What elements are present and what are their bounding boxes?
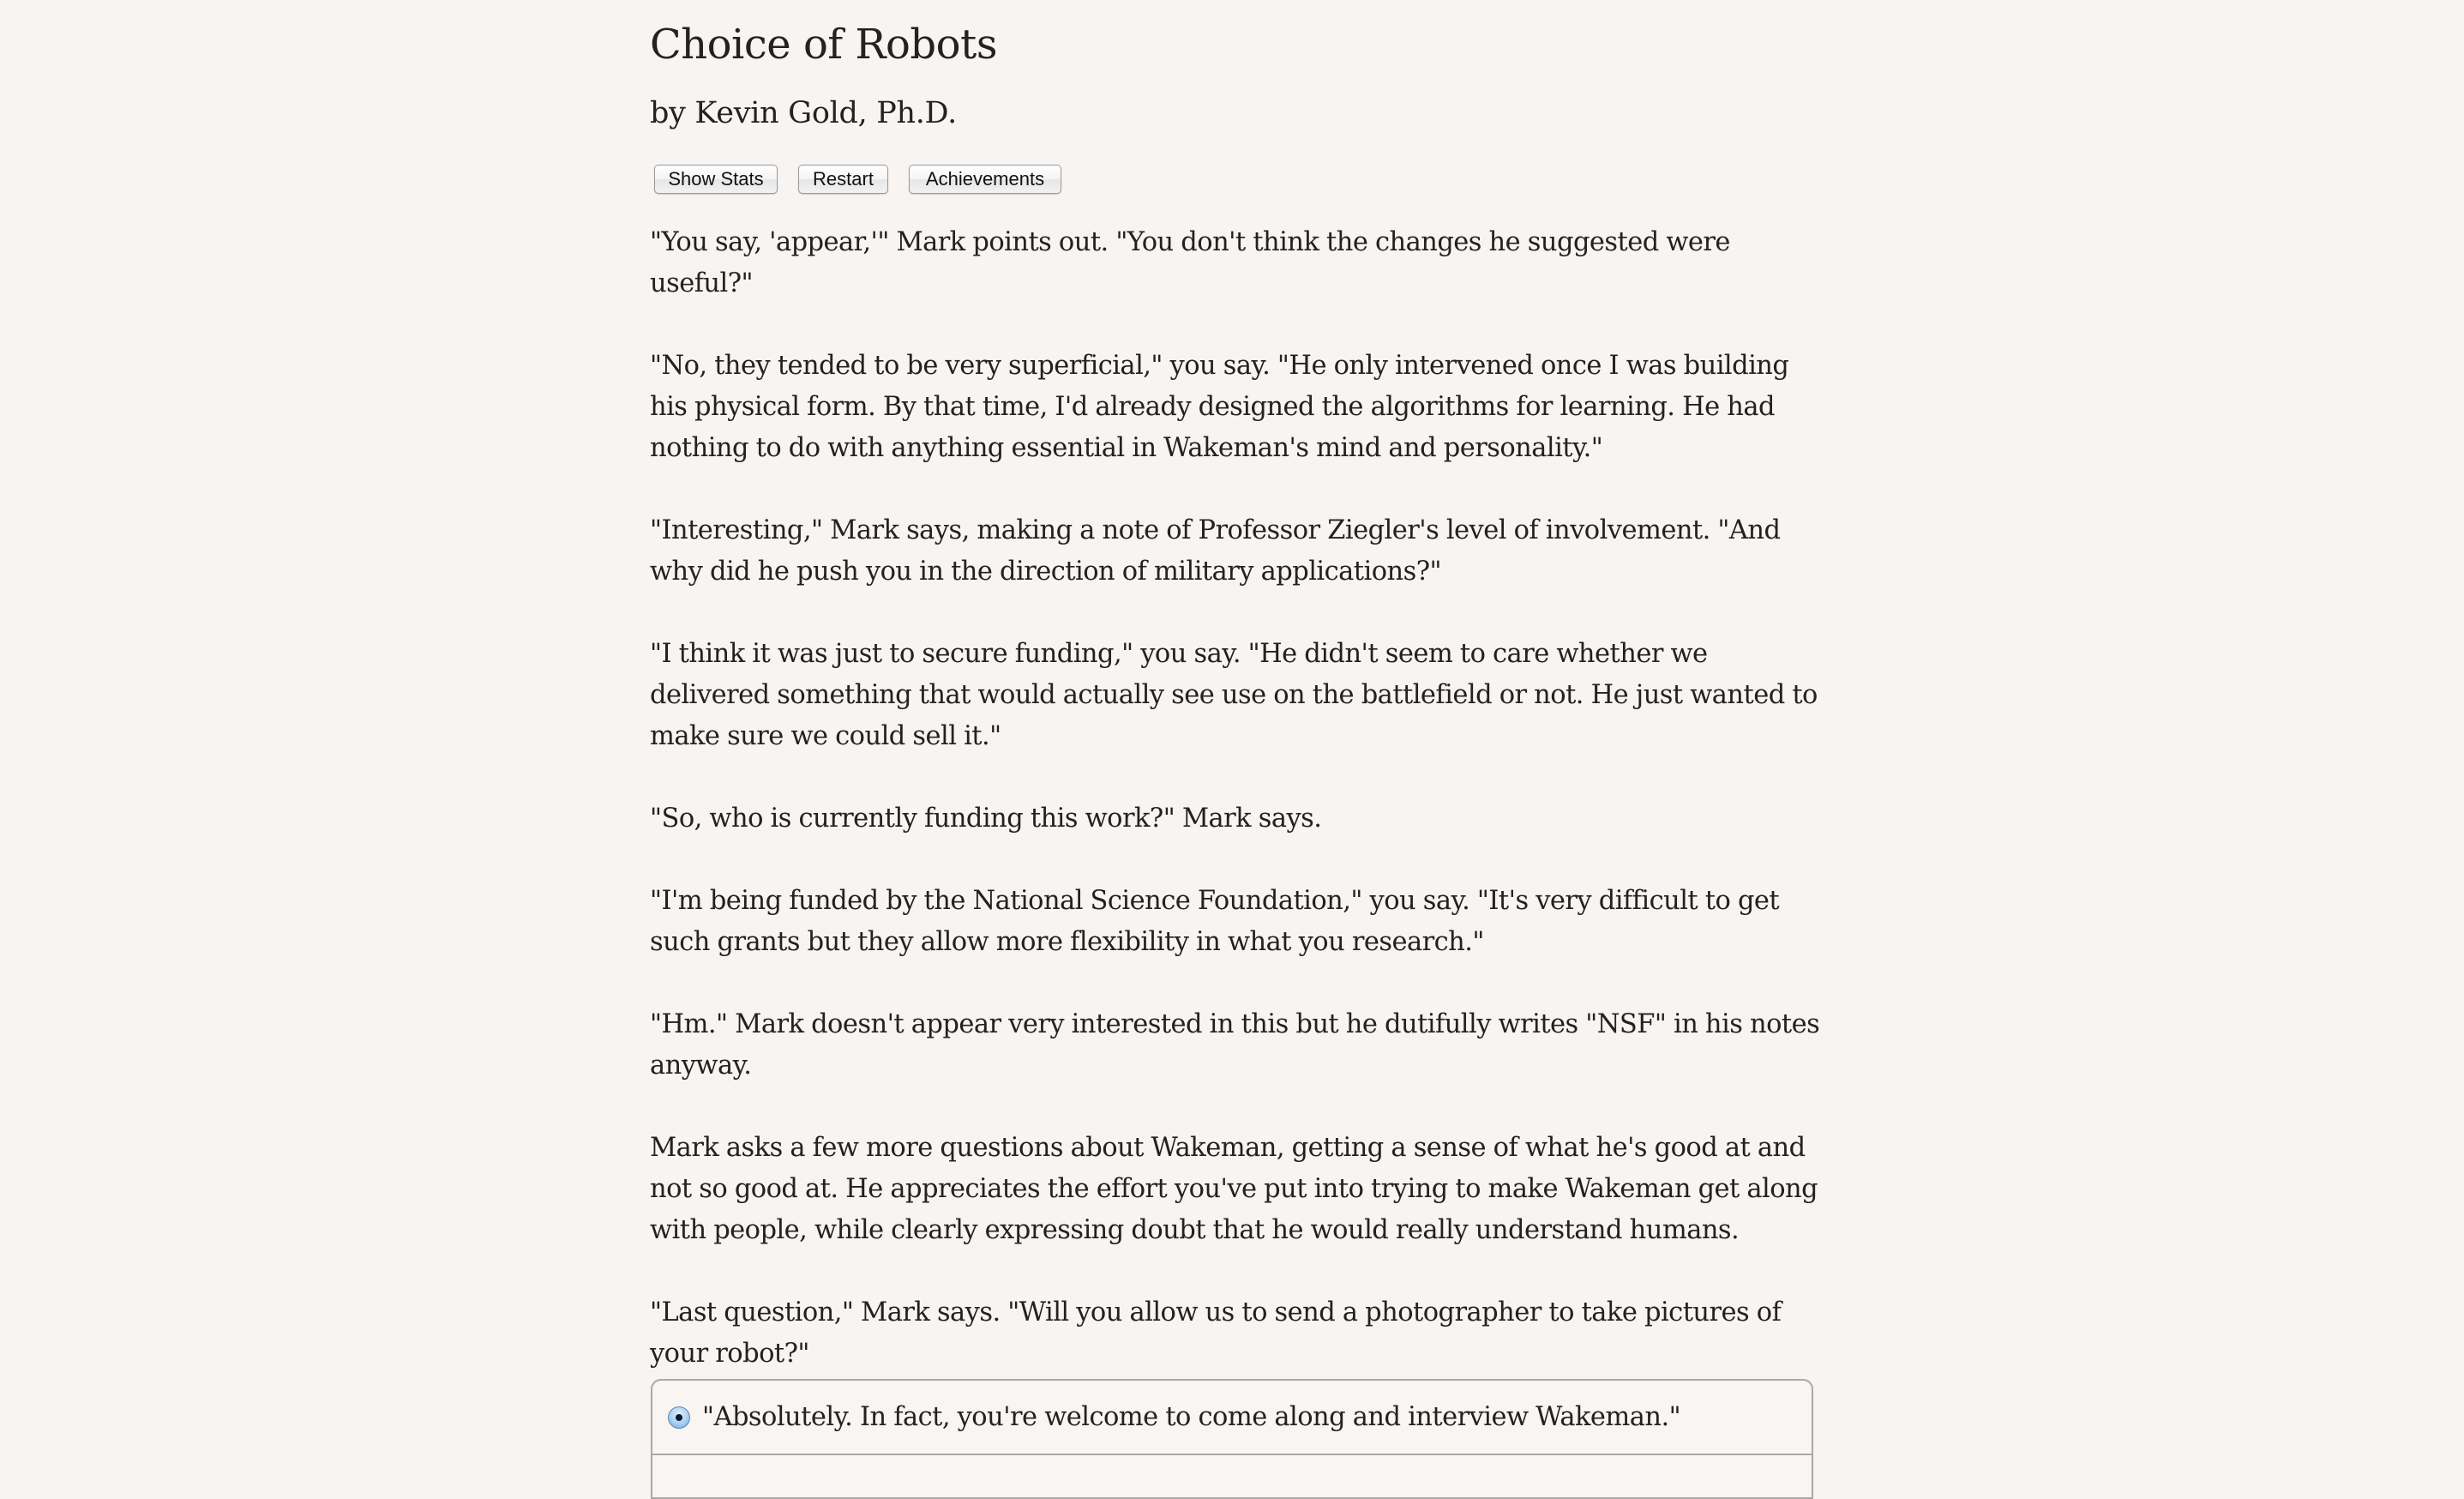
story-paragraph: "Interesting," Mark says, making a note of Professor Ziegler's level of involvement. "And why did he push you in the direction of military applications?" <box>650 515 1781 587</box>
story-paragraph: "I'm being funded by the National Science Foundation," you say. "It's very difficult to get such grants but they allow more flexibility in what you research." <box>650 886 1780 957</box>
story-paragraph: "No, they tended to be very superficial," you say. "He only intervened once I was building his physical form. By that time, I'd already designed the algorithms for learning. He had nothing to do with anything essential in Wakeman's mind and personality." <box>650 351 1789 463</box>
story-paragraph: "I think it was just to secure funding," you say. "He didn't seem to care whether we delivered something that would actually see use on the battlefield or not. He just wanted to make sure we could sell it." <box>650 639 1818 751</box>
story-text <box>650 222 1824 1416</box>
story-paragraph: "Last question," Mark says. "Will you allow us to send a photographer to take pictures of your robot?" <box>650 1297 1782 1369</box>
show-stats-button[interactable]: Show Stats <box>654 165 778 194</box>
story-paragraph: Mark asks a few more questions about Wakeman, getting a sense of what he's good at and not so good at. He appreciates the effort you've put into trying to make Wakeman get along with people, while clearly expressing doubt that he would really understand humans. <box>650 1133 1818 1245</box>
toolbar <box>654 165 1061 194</box>
restart-button[interactable]: Restart <box>798 165 888 194</box>
story-paragraph: "So, who is currently funding this work?" Mark says. <box>650 804 1322 834</box>
choice-option[interactable] <box>652 1381 1812 1455</box>
story-paragraph: "You say, 'appear,'" Mark points out. "You don't think the changes he suggested were useful?" <box>650 227 1730 298</box>
story-paragraph: "Hm." Mark doesn't appear very interested in this but he dutifully writes "NSF" in his notes anyway. <box>650 1009 1820 1081</box>
choice-list <box>651 1379 1813 1499</box>
choice-option-label: "Absolutely. In fact, you're welcome to come along and interview Wakeman." <box>702 1402 1681 1432</box>
radio-selected-icon[interactable] <box>668 1406 690 1429</box>
author-byline: by Kevin Gold, Ph.D. <box>650 96 957 130</box>
achievements-button[interactable]: Achievements <box>909 165 1061 194</box>
game-title: Choice of Robots <box>650 21 997 69</box>
